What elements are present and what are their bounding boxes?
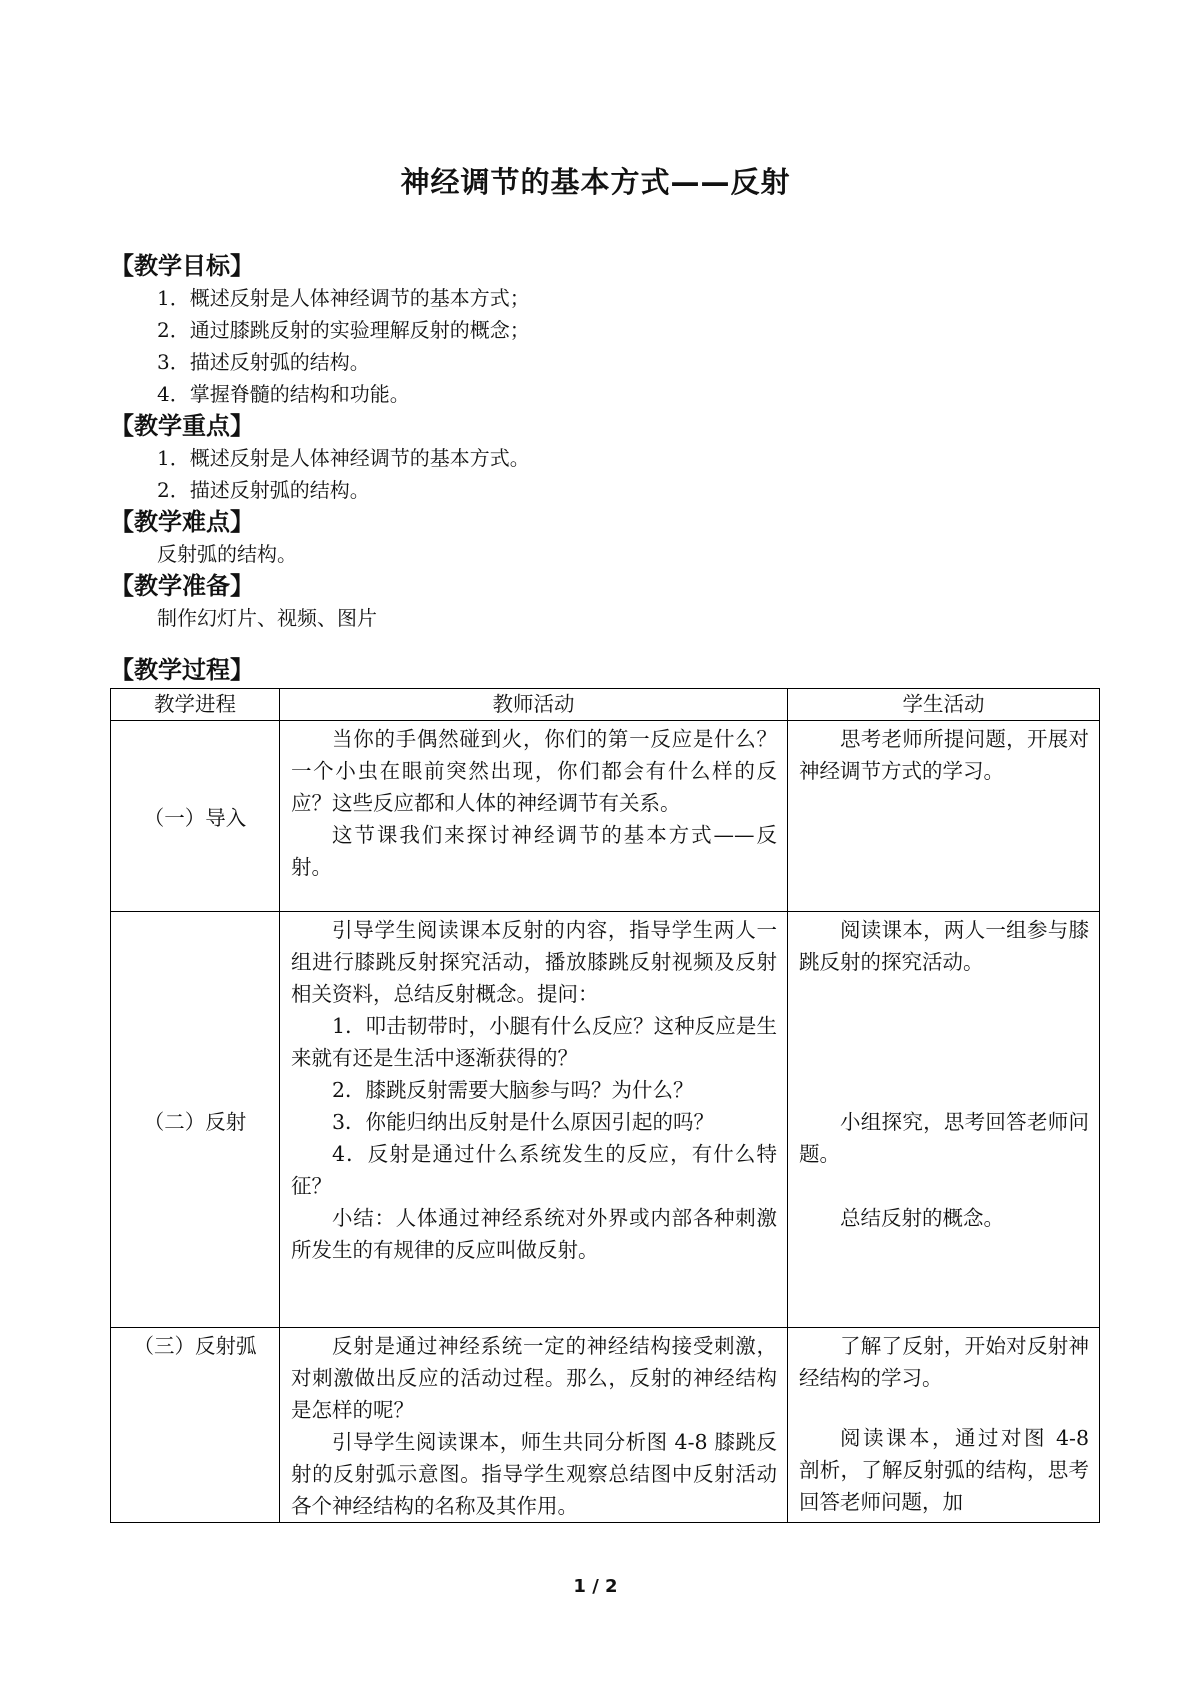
column-header: 学生活动 (788, 689, 1100, 721)
teacher-paragraph: 小结：人体通过神经系统对外界或内部各种刺激所发生的有规律的反应叫做反射。 (291, 1206, 777, 1262)
student-paragraph: 阅读课本，通过对图 4-8 剖析，了解反射弧的结构，思考回答老师问题，加 (799, 1426, 1089, 1514)
difficulties-section (110, 506, 1090, 570)
student-cell (788, 912, 1100, 1328)
teacher-paragraph: 2．膝跳反射需要大脑参与吗？为什么？ (332, 1078, 694, 1102)
stage-cell: （一）导入 (111, 721, 280, 912)
student-paragraph: 总结反射的概念。 (840, 1206, 1004, 1230)
table-header-row (111, 689, 1100, 721)
process-section (110, 654, 1090, 686)
objective-item: 3．描述反射弧的结构。 (157, 350, 370, 374)
teacher-paragraph: 4．反射是通过什么系统发生的反应，有什么特征？ (291, 1142, 777, 1198)
key-points-heading: 【教学重点】 (110, 412, 254, 440)
student-paragraph: 小组探究，思考回答老师问题。 (799, 1110, 1089, 1166)
stage-label: （三）反射弧 (133, 1334, 257, 1358)
preparation-section (110, 570, 1090, 634)
teacher-paragraph: 引导学生阅读课本，师生共同分析图 4-8 膝跳反射的反射弧示意图。指导学生观察总结图中反射活动各个神经结构的名称及其作用。 (291, 1430, 777, 1518)
stage-cell: （二）反射 (111, 912, 280, 1328)
teacher-paragraph: 这节课我们来探讨神经调节的基本方式——反射。 (291, 823, 777, 879)
key-point-item: 2．描述反射弧的结构。 (157, 478, 370, 502)
difficulties-text: 反射弧的结构。 (157, 542, 297, 566)
teacher-paragraph: 引导学生阅读课本反射的内容，指导学生两人一组进行膝跳反射探究活动，播放膝跳反射视频及反射相关资料，总结反射概念。提问： (291, 918, 777, 1006)
page-number: 1 / 2 (573, 1576, 618, 1597)
objectives-heading: 【教学目标】 (110, 252, 254, 280)
student-paragraph: 了解了反射，开始对反射神经结构的学习。 (799, 1334, 1089, 1390)
key-points-section (110, 410, 1090, 506)
preparation-heading: 【教学准备】 (110, 572, 254, 600)
table-row (111, 912, 1100, 1328)
process-table (110, 688, 1100, 1523)
process-heading: 【教学过程】 (110, 656, 254, 684)
teacher-cell (280, 721, 788, 912)
objectives-section (110, 250, 1090, 410)
table-row (111, 721, 1100, 912)
objective-item: 4．掌握脊髓的结构和功能。 (157, 382, 410, 406)
teacher-paragraph: 3．你能归纳出反射是什么原因引起的吗？ (332, 1110, 715, 1134)
stage-cell (111, 1328, 280, 1523)
teacher-cell (280, 1328, 788, 1523)
key-point-item: 1．概述反射是人体神经调节的基本方式。 (157, 446, 530, 470)
student-cell (788, 721, 1100, 912)
preparation-text: 制作幻灯片、视频、图片 (157, 606, 377, 630)
teacher-paragraph: 当你的手偶然碰到火，你们的第一反应是什么？一个小虫在眼前突然出现，你们都会有什么样的反应？这些反应都和人体的神经调节有关系。 (291, 727, 777, 815)
table-row (111, 1328, 1100, 1523)
teacher-paragraph: 1．叩击韧带时，小腿有什么反应？这种反应是生来就有还是生活中逐渐获得的？ (291, 1014, 777, 1070)
column-header: 教师活动 (280, 689, 788, 721)
objective-item: 2．通过膝跳反射的实验理解反射的概念； (157, 318, 530, 342)
student-cell (788, 1328, 1100, 1523)
objective-item: 1．概述反射是人体神经调节的基本方式； (157, 286, 530, 310)
student-paragraph: 阅读课本，两人一组参与膝跳反射的探究活动。 (799, 918, 1089, 974)
difficulties-heading: 【教学难点】 (110, 508, 254, 536)
student-paragraph: 思考老师所提问题，开展对神经调节方式的学习。 (799, 727, 1089, 783)
document-title: 神经调节的基本方式——反射 (400, 165, 791, 199)
teacher-paragraph: 反射是通过神经系统一定的神经结构接受刺激，对刺激做出反应的活动过程。那么，反射的神经结构是怎样的呢？ (291, 1334, 777, 1422)
column-header: 教学进程 (111, 689, 280, 721)
teacher-cell (280, 912, 788, 1328)
